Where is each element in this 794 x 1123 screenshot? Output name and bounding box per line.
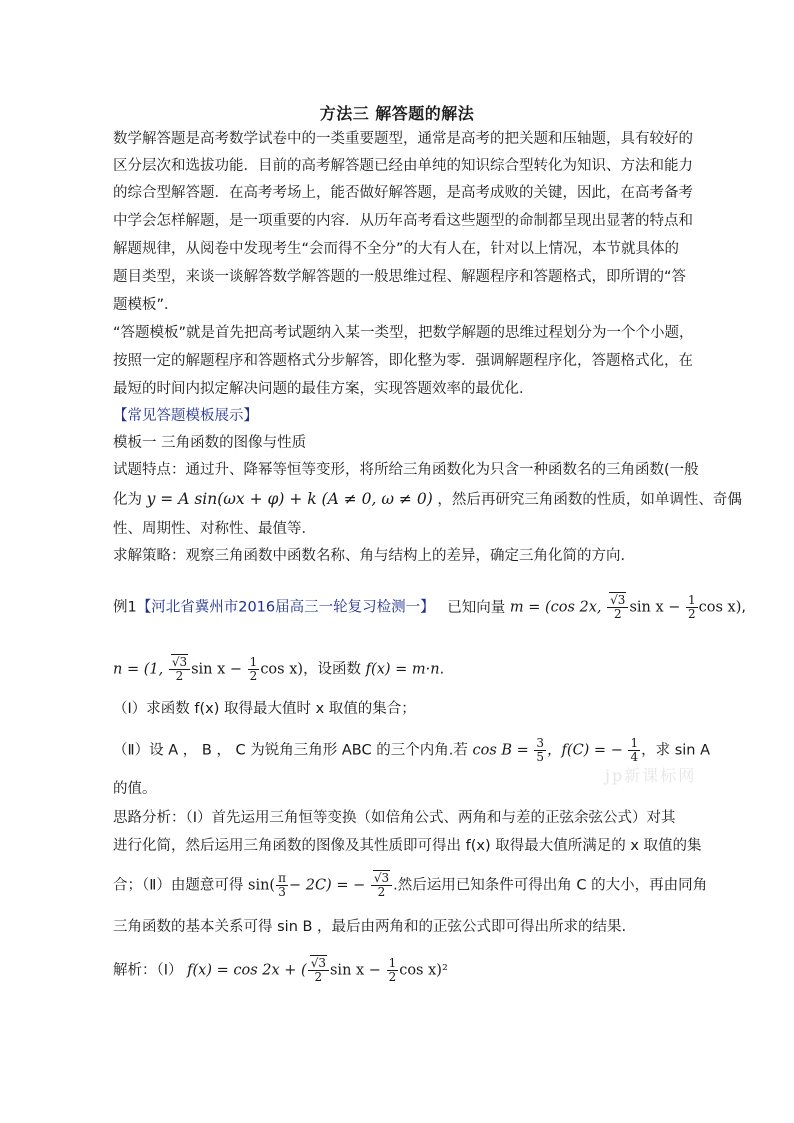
template-para-line-3: 最短的时间内拟定解决问题的最佳方案，实现答题效率的最优化． xyxy=(113,381,534,397)
intro-line-3: 的综合型解答题．在高考考场上，能否做好解答题，是高考成败的关键，因此，在高考备考 xyxy=(113,185,693,201)
template-para-line-1: “答题模板”就是首先把高考试题纳入某一类型，把数学解题的思维过程划分为一个个小题， xyxy=(113,325,694,341)
find-sinA-text: ，求 sin A xyxy=(641,742,711,759)
analysis-line-2: 进行化简，然后运用三角函数的图像及其性质即可得出 f(x) 取得最大值所满足的 x 取值的集 xyxy=(113,838,702,854)
example-label: 例1 xyxy=(113,599,137,616)
fraction-1-over-2: $\frac{1}{2}$ xyxy=(388,956,397,984)
sin-expression: sin( xyxy=(248,877,276,894)
solution-line-1 xyxy=(113,957,448,984)
vector-m: m = (cos 2x, xyxy=(509,599,602,616)
solution-prefix: 解析：（Ⅰ） xyxy=(113,962,183,979)
example-source: 【河北省冀州市2016届高三一轮复习检测一】 xyxy=(136,599,435,616)
f-definition: f(x) = m·n xyxy=(365,661,440,678)
template1-feature-line-3: 性、周期性、对称性、最值等． xyxy=(113,521,316,537)
fraction-1-over-2: $\frac{1}{2}$ xyxy=(249,655,258,683)
feature-prefix: 化为 xyxy=(113,492,142,508)
fraction-sqrt3-over-2: $\frac{√3}{2}$ xyxy=(169,656,190,683)
analysis-line-1: 思路分析：（Ⅰ）首先运用三角恒等变换（如倍角公式、两角和与差的正弦余弦公式）对其 xyxy=(113,810,676,826)
intro-line-6: 题目类型，来谈一谈解答数学解答题的一般思维过程、解题程序和答题格式，即所谓的“答 xyxy=(113,269,687,285)
fraction-sqrt3-over-2: $\frac{√3}{2}$ xyxy=(607,594,628,621)
sin-term: sin x − xyxy=(629,599,681,616)
part-2-question xyxy=(113,737,710,764)
cos-term: cos x) xyxy=(260,661,304,678)
cos-squared-term: cos x)² xyxy=(399,962,448,979)
solution-expression: f(x) = cos 2x + ( xyxy=(187,962,307,979)
analysis-line-4: 三角函数的基本关系可得 sin B ，最后由两角和的正弦公式即可得出所求的结果. xyxy=(113,919,627,935)
intro-line-2: 区分层次和选拔功能．目前的高考解答题已经由单纯的知识综合型转化为知识、方法和能力 xyxy=(113,158,693,174)
fraction-sqrt3-over-2: $\frac{√3}{2}$ xyxy=(371,872,392,899)
cos-term: cos x) xyxy=(698,599,742,616)
section-heading: 【常见答题模板展示】 xyxy=(113,408,258,424)
part2-prefix: （Ⅱ）设 A ， B ， C 为锐角三角形 ABC 的三个内角.若 xyxy=(113,742,468,759)
part-2-question-end: 的值。 xyxy=(113,781,157,797)
intro-line-1: 数学解答题是高考数学试卷中的一类重要题型，通常是高考的把关题和压轴题，具有较好的 xyxy=(113,131,693,147)
fraction-1-over-2: $\frac{1}{2}$ xyxy=(688,593,696,621)
part-1-question: （Ⅰ）求函数 f(x) 取得最大值时 x 取值的集合； xyxy=(113,701,416,717)
sin-term: sin x − xyxy=(191,661,243,678)
fraction-3-over-5: $\frac{3}{5}$ xyxy=(536,736,545,764)
template1-feature-line-1: 试题特点：通过升、降幂等恒等变形，将所给三角函数化为只含一种函数名的三角函数(一般 xyxy=(113,462,699,478)
minus-2C: − 2C) = − xyxy=(288,877,366,894)
fraction-pi-over-3: $\frac{\pi}{3}$ xyxy=(278,871,286,899)
template-para-line-2: 按照一定的解题程序和答题格式分步解答，即化整为零．强调解题程序化，答题格式化，在 xyxy=(113,353,693,369)
watermark: jp新课标网 xyxy=(605,766,697,785)
define-f-text: ，设函数 xyxy=(303,661,362,678)
fC-label: ，f(C) = − xyxy=(547,742,623,759)
template1-strategy: 求解策略：观察三角函数中函数名称、角与结构上的差异，确定三角化简的方向． xyxy=(113,548,635,564)
analysis-line3-suffix: .然后运用已知条件可得出角 C 的大小，再由同角 xyxy=(393,877,708,894)
page-title: 方法三 解答题的解法 xyxy=(319,104,475,123)
template1-feature-line-2 xyxy=(113,488,742,511)
given-text: 已知向量 xyxy=(447,599,506,616)
feature-suffix: ，然后再研究三角函数的性质，如单调性、奇偶 xyxy=(437,492,742,508)
intro-line-7: 题模板”． xyxy=(113,297,179,313)
intro-line-4: 中学会怎样解题，是一项重要的内容．从历年高考看这些题型的命制都呈现出显著的特点和 xyxy=(113,213,693,229)
trig-formula: y = A sin(ωx + φ) + k (A ≠ 0, ω ≠ 0) xyxy=(146,490,433,508)
template1-heading: 模板一 三角函数的图像与性质 xyxy=(113,435,307,451)
vector-n: n = (1, xyxy=(113,661,164,678)
analysis-line3-prefix: 合；（Ⅱ）由题意可得 xyxy=(113,877,244,894)
fraction-1-over-4: $\frac{1}{4}$ xyxy=(630,736,639,764)
analysis-line-3 xyxy=(113,872,707,899)
example1-statement-line-2: n = (1, $\frac{√3}{2}$ sin x − $\frac{1}{2}$ cos x)，设函数 f(x) = m·n. xyxy=(113,655,445,683)
cosB-label: cos B = xyxy=(472,742,529,759)
intro-line-5: 解题规律，从阅卷中发现考生“会而得不全分”的大有人在，针对以上情况，本节就具体的 xyxy=(113,241,680,257)
fraction-sqrt3-over-2: $\frac{√3}{2}$ xyxy=(308,957,329,984)
sin-term: sin x − xyxy=(329,962,381,979)
example1-statement-line-1: 例1【河北省冀州市2016届高三一轮复习检测一】 已知向量 m = (cos 2x, $\frac{√3}{2}$ sin x − $\frac{1}{2}$ cos x), xyxy=(113,593,747,621)
